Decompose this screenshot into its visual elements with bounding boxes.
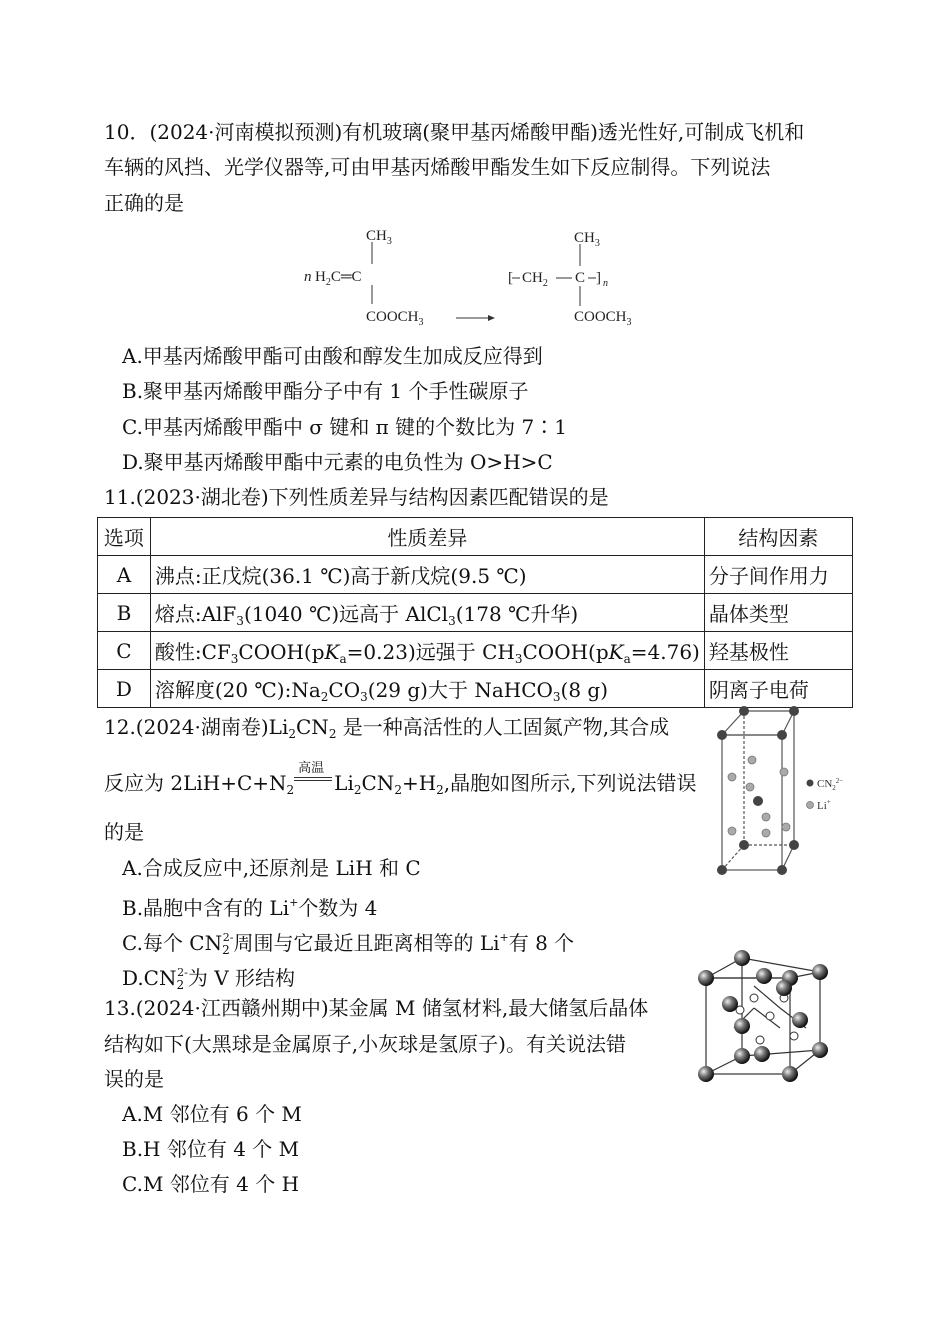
q10-stem-line2: 车辆的风挡、光学仪器等,可由甲基丙烯酸甲酯发生如下反应制得。下列说法 [104,155,771,179]
legend-li-marker [807,802,814,809]
svg-text:CH2: $CH_2$ [522,270,548,289]
row-option: C [98,632,151,670]
svg-text:CH3: $CH_3$ [366,228,392,247]
li2cn2-unit-cell-diagram [712,705,860,877]
high-temperature-condition: 高温 [294,769,334,797]
q13-stem-line3: 误的是 [104,1067,164,1091]
q13-option-b: B.H 邻位有 4 个 M [122,1137,300,1161]
metal-hydride-crystal-structure-diagram [694,948,838,1088]
q13-stem-line1: 13.(2024·江西赣州期中)某金属 M 储氢材料,最大储氢后晶体 [104,996,649,1020]
q12-option-b: B.晶胞中含有的 Li+个数为 4 [122,896,378,920]
table-row [98,670,853,708]
header-option: 选项 [98,518,151,556]
q12-option-a: A.合成反应中,还原剂是 LiH 和 C [122,856,421,880]
q10-option-c: C.甲基丙烯酸甲酯中 σ 键和 π 键的个数比为 7∶1 [122,415,567,439]
row-factor: 阴离子电荷 [704,670,852,708]
row-factor: 羟基极性 [704,632,852,670]
q11-table [97,517,853,708]
q13-option-a: A.M 邻位有 6 个 M [122,1102,302,1126]
coef-n: n [304,269,312,285]
table-row [98,594,853,632]
row-option: A [98,556,151,594]
legend-li-label: Li+ [817,798,831,812]
legend-cn2-label: $CN_2^{2-}$ [817,777,844,792]
polymerization-reaction-diagram [300,222,660,332]
q12-stem-line2: 反应为 $2LiH+C+N_2$ 高温 $Li_2CN_2+H_2$,晶胞如图所示,下列说法错误 [104,761,697,797]
q10-stem-line1: 10．(2024·河南模拟预测)有机玻璃(聚甲基丙烯酸甲酯)透光性好,可制成飞机和 [104,120,805,144]
table-header-row [98,518,853,556]
row-property: 酸性$:CF_3COOH(pK_a=0.23)$远强于 $CH_3COOH(pK_a=4.76)$ [150,632,704,670]
row-option: D [98,670,151,708]
q12-option-c: C.每个 $CN_2^{2-}$周围与它最近且距离相等的 Li+有 8 个 [122,931,575,957]
svg-text:CH3: $CH_3$ [574,230,600,249]
svg-text:C: C [575,270,586,286]
svg-text:n: n [603,278,608,289]
q13-stem-line2: 结构如下(大黑球是金属原子,小灰球是氢原子)。有关说法错 [104,1032,626,1056]
svg-text:[: [ [508,270,513,286]
row-property: 溶解度(20 $℃):Na_2CO_3(29$ g)大于 NaHCO$_3$(8 g) [150,670,704,708]
q12-option-d: $D.CN_2^{2-}$为 V 形结构 [122,966,296,992]
q13-option-c: C.M 邻位有 4 个 H [122,1172,300,1196]
q12-stem-line3: 的是 [104,820,144,844]
svg-text:COOCH3: $COOCH_3$ [574,309,632,328]
row-factor: 晶体类型 [704,594,852,632]
q10-option-b: B.聚甲基丙烯酸甲酯分子中有 1 个手性碳原子 [122,379,529,403]
q10-option-a: A.甲基丙烯酸甲酯可由酸和醇发生加成反应得到 [122,344,543,368]
q10-option-d: D.聚甲基丙烯酸甲酯中元素的电负性为 O>H>C [122,450,553,474]
header-factor: 结构因素 [704,518,852,556]
svg-text:H2C═C: $H_2C═C$ [315,269,362,288]
header-property: 性质差异 [150,518,704,556]
svg-text:COOCH3: $COOCH_3$ [366,309,424,328]
table-row [98,632,853,670]
row-option: B [98,594,151,632]
q10-stem-line3: 正确的是 [104,191,184,215]
q12-stem-line1: 12.(2024·湖南卷)$Li_2CN_2$ 是一种高活性的人工固氮产物,其合成 [104,715,670,741]
legend-cn2-marker [807,780,814,787]
row-property: 熔点:AlF$_3$(1040 ℃)远高于 AlCl$_3$(178 ℃升华) [150,594,704,632]
q11-stem: 11.(2023·湖北卷)下列性质差异与结构因素匹配错误的是 [104,485,609,509]
table-row [98,556,853,594]
row-property: 沸点:正戊烷(36.1 ℃)高于新戊烷(9.5 ℃) [150,556,704,594]
row-factor: 分子间作用力 [704,556,852,594]
svg-text:]: ] [596,270,601,286]
